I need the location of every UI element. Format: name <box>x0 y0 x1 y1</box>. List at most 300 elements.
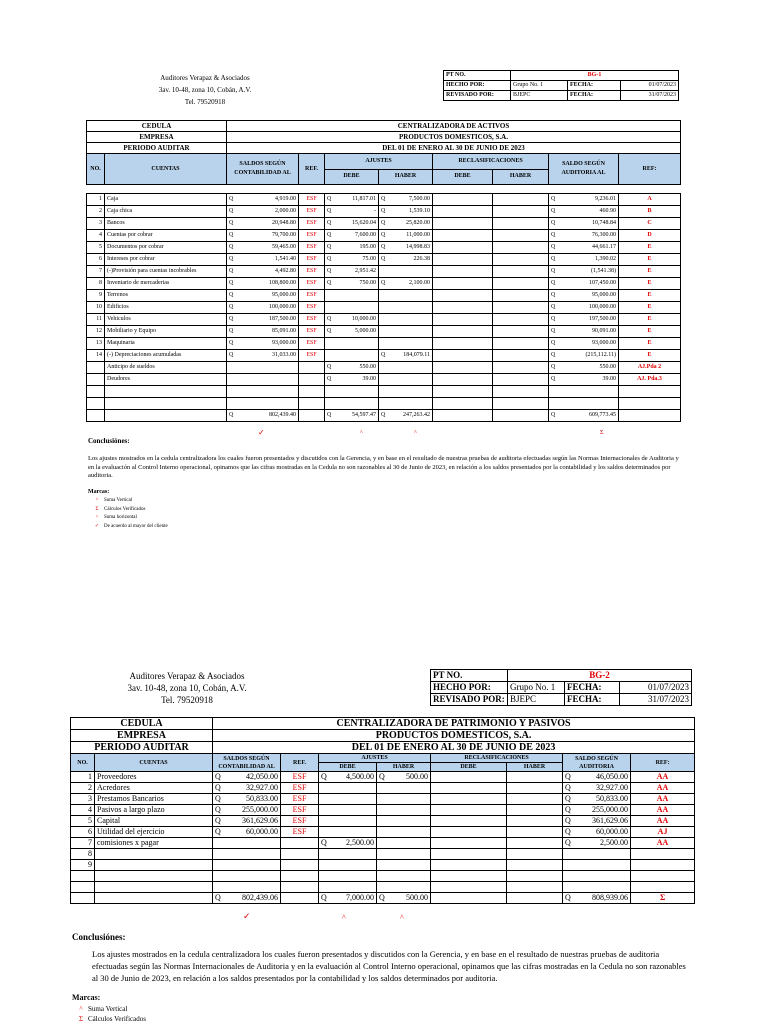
row-cuenta: Bancos <box>105 218 227 230</box>
row-saldo <box>227 362 299 374</box>
empresa-label: EMPRESA <box>87 132 227 143</box>
conclusions-text: Los ajustes mostrados en la cedula centralizadora los cuales fueron presentados y discutidos con la Gerencia, y en base en el resultado de nuestras pruebas de auditoria efectuadas según las Normas Internacionales de Auditoria y en la evaluación al Control Interno operacional, opinamos que las cifras mostradas en la Cedula no son razonables al 30 de Junio de 2023, en relación a los saldos presentados por la contabilidad y los saldos determinados por auditoria. <box>92 949 686 983</box>
total-haber: 500.00 <box>406 893 429 902</box>
row-no: 1 <box>71 772 95 783</box>
row-no: 2 <box>87 206 105 218</box>
row-ref2: C <box>619 218 681 230</box>
row-no: 13 <box>87 338 105 350</box>
marca-item <box>74 1004 146 1014</box>
row-ref2: AA <box>631 783 695 794</box>
row-audit: Q 100,000.00 <box>549 302 619 314</box>
row-ref2 <box>631 860 695 871</box>
pt-box-1 <box>443 70 679 101</box>
col-ref2: REF: <box>631 754 695 772</box>
total-saldo: 802,439.40 <box>269 412 296 418</box>
col-saldos: SALDOS SEGÚN CONTABILIDAD AL <box>227 154 299 185</box>
totals-row: Q 802,439.40 Q 54,597.47 Q 247,263.42 Q 609,773.45 <box>87 410 681 422</box>
row-ref2: AA <box>631 805 695 816</box>
row-ref2: AA <box>631 816 695 827</box>
row-reclas-debe <box>433 326 493 338</box>
col-auditoria: SALDO SEGÚN AUDITORIA AL <box>549 154 619 185</box>
row-cuenta: comisiones x pagar <box>95 838 213 849</box>
marca-label: De acuerdo al mayor del cliente <box>104 523 168 529</box>
row-reclas-haber <box>493 314 549 326</box>
table-row <box>71 794 695 805</box>
caret-mark: ^ <box>360 430 363 436</box>
row-ref2: E <box>619 278 681 290</box>
col-no: NO. <box>87 154 105 185</box>
marca-symbol: ^ <box>79 1005 83 1013</box>
marca-item <box>90 506 168 515</box>
row-saldo <box>213 838 281 849</box>
row-audit <box>563 860 631 871</box>
row-reclas-debe <box>433 254 493 266</box>
row-debe: Q 550.00 <box>325 362 379 374</box>
row-debe: Q 750.00 <box>325 278 379 290</box>
col-saldos: SALDOS SEGÚN CONTABILIDAD AL <box>213 754 281 772</box>
row-haber <box>379 326 433 338</box>
row-no: 10 <box>87 302 105 314</box>
row-audit: Q 550.00 <box>549 362 619 374</box>
row-debe <box>319 860 377 871</box>
totals-row: Q 802,439.06 Q 7,000.00 Q 500.00 Q 808,939.06 Σ <box>71 893 695 904</box>
col-ref: REF. <box>281 754 319 772</box>
hecho-label: HECHO POR: <box>444 81 511 91</box>
row-reclas-haber <box>493 362 549 374</box>
row-ref2: E <box>619 302 681 314</box>
marcas-title: Marcas: <box>88 489 110 495</box>
table-row <box>87 314 681 326</box>
row-no: 8 <box>87 278 105 290</box>
row-debe <box>325 338 379 350</box>
row-debe <box>319 816 377 827</box>
row-saldo: Q 187,500.00 <box>227 314 299 326</box>
row-reclas-debe <box>431 772 507 783</box>
row-audit: Q 95,000.00 <box>549 290 619 302</box>
row-no: 4 <box>87 230 105 242</box>
table-row <box>71 827 695 838</box>
row-cuenta: Mobiliario y Equipo <box>105 326 227 338</box>
row-ref: ESF <box>299 302 325 314</box>
row-debe: Q 39.00 <box>325 374 379 386</box>
col-haber: HABER <box>507 763 563 772</box>
fecha-value: 01/07/2023 <box>621 81 679 91</box>
total-audit: 609,773.45 <box>589 412 616 418</box>
table-row <box>87 206 681 218</box>
row-ref <box>299 362 325 374</box>
row-audit: Q 10,748.84 <box>549 218 619 230</box>
row-reclas-debe <box>431 816 507 827</box>
table-row <box>87 254 681 266</box>
row-ref: ESF <box>299 230 325 242</box>
firm-header-2 <box>112 670 262 706</box>
row-haber <box>377 783 431 794</box>
table-row <box>87 230 681 242</box>
table-row <box>87 194 681 206</box>
marca-item <box>90 523 168 532</box>
row-no: 9 <box>71 860 95 871</box>
row-reclas-haber <box>507 772 563 783</box>
row-saldo: Q 1,541.40 <box>227 254 299 266</box>
sheet-title: CENTRALIZADORA DE ACTIVOS <box>227 121 681 132</box>
empresa-label: EMPRESA <box>71 730 213 742</box>
total-saldo: 802,439.06 <box>242 893 279 902</box>
row-reclas-debe <box>433 374 493 386</box>
row-ref: ESF <box>299 266 325 278</box>
table-row <box>87 374 681 386</box>
row-cuenta: Capital <box>95 816 213 827</box>
col-auditoria: SALDO SEGÚN AUDITORIA <box>563 754 631 772</box>
row-haber: Q 1,539.10 <box>379 206 433 218</box>
row-reclas-debe <box>433 290 493 302</box>
marca-symbol: Σ <box>95 506 99 512</box>
row-audit: Q 50,833.00 <box>563 794 631 805</box>
row-cuenta: Maquinaria <box>105 338 227 350</box>
row-reclas-debe <box>433 302 493 314</box>
col-haber: HABER <box>379 169 433 185</box>
row-ref <box>281 838 319 849</box>
row-audit: Q 2,500.00 <box>563 838 631 849</box>
conclusions-title: Conclusiónes: <box>88 437 130 445</box>
row-reclas-haber <box>493 338 549 350</box>
row-reclas-haber <box>507 860 563 871</box>
row-debe <box>319 794 377 805</box>
row-debe <box>319 805 377 816</box>
row-reclas-debe <box>433 314 493 326</box>
row-cuenta: Anticipo de sueldos <box>105 362 227 374</box>
row-ref: ESF <box>281 827 319 838</box>
col-cuentas: CUENTAS <box>105 154 227 185</box>
company-name: PRODUCTOS DOMESTICOS, S.A. <box>227 132 681 143</box>
row-reclas-haber <box>493 206 549 218</box>
row-saldo: Q 20,948.80 <box>227 218 299 230</box>
row-no: 6 <box>71 827 95 838</box>
row-ref: ESF <box>299 350 325 362</box>
fecha-label: FECHA: <box>565 694 620 706</box>
table-row <box>87 302 681 314</box>
row-saldo: Q 60,000.00 <box>213 827 281 838</box>
row-ref2: B <box>619 206 681 218</box>
cedula-label: CEDULA <box>71 718 213 730</box>
row-saldo: Q 31,033.00 <box>227 350 299 362</box>
col-no: NO. <box>71 754 95 772</box>
marca-symbol: ✓ <box>94 523 100 529</box>
row-ref: ESF <box>281 805 319 816</box>
row-cuenta: (-)Provisión para cuentas incobrables <box>105 266 227 278</box>
col-ajustes: AJUSTES <box>325 154 433 170</box>
row-ref2: E <box>619 242 681 254</box>
row-reclas-haber <box>493 278 549 290</box>
row-haber <box>377 794 431 805</box>
row-saldo: Q 4,919.00 <box>227 194 299 206</box>
row-ref2: D <box>619 230 681 242</box>
row-haber <box>377 827 431 838</box>
row-debe: Q 2,500.00 <box>319 838 377 849</box>
marcas-title: Marcas: <box>72 993 101 1002</box>
hecho-label: HECHO POR: <box>431 682 508 694</box>
row-saldo: Q 100,000.00 <box>227 302 299 314</box>
pt-label: PT NO. <box>431 670 508 682</box>
row-no: 7 <box>71 838 95 849</box>
row-reclas-haber <box>493 350 549 362</box>
row-cuenta <box>95 849 213 860</box>
pt-box-2 <box>430 669 692 706</box>
row-ref2 <box>631 849 695 860</box>
row-no: 5 <box>71 816 95 827</box>
row-no: 7 <box>87 266 105 278</box>
row-reclas-debe <box>431 783 507 794</box>
row-ref2: E <box>619 266 681 278</box>
sigma-mark: Σ <box>600 430 604 436</box>
table-row <box>87 290 681 302</box>
col-reclas: RECLASIFICACIONES <box>433 154 549 170</box>
row-ref2: E <box>619 326 681 338</box>
row-cuenta: Proveedores <box>95 772 213 783</box>
row-audit: Q 255,000.00 <box>563 805 631 816</box>
row-ref <box>281 849 319 860</box>
revisado-value: BJEPC <box>511 91 568 101</box>
table-row <box>87 362 681 374</box>
row-reclas-haber <box>507 849 563 860</box>
company-name: PRODUCTOS DOMESTICOS, S.A. <box>213 730 695 742</box>
firm-address: 3av. 10-48, zona 10, Cobán, A.V. <box>127 683 247 693</box>
marca-label: Suma Vertical <box>104 498 133 503</box>
col-debe: DEBE <box>431 763 507 772</box>
row-debe: Q 75.00 <box>325 254 379 266</box>
caret-mark: ^ <box>342 913 346 922</box>
row-ref2: AA <box>631 838 695 849</box>
revisado-label: REVISADO POR: <box>431 694 508 706</box>
row-reclas-debe <box>433 218 493 230</box>
table-row <box>71 860 695 871</box>
row-no: 8 <box>71 849 95 860</box>
row-reclas-debe <box>433 242 493 254</box>
row-debe: Q 10,000.00 <box>325 314 379 326</box>
marca-item <box>90 497 168 506</box>
conclusions-text: Los ajustes mostrados en la cedula centralizadora los cuales fueron presentados y discutidos con la Gerencia, y en base en el resultado de nuestras pruebas de auditoria efectuadas según las Normas Internacionales de Auditoria y en la evaluación al Control Interno operacional, opinamos que las cifras mostradas en la Cedula no son razonables al 30 de Junio de 2023, en relación a los saldos presentados por la contabilidad y los saldos determinados por auditoria. <box>88 455 679 479</box>
marca-label: Cálculos Verificados <box>104 506 146 512</box>
row-audit: Q 460.90 <box>549 206 619 218</box>
col-ref: REF. <box>299 154 325 185</box>
row-ref2: AJ <box>631 827 695 838</box>
col-ref2: REF: <box>619 154 681 185</box>
row-ref: ESF <box>281 783 319 794</box>
row-audit: Q 197,500.00 <box>549 314 619 326</box>
row-reclas-haber <box>507 783 563 794</box>
row-no <box>87 362 105 374</box>
periodo-label: PERIODO AUDITAR <box>71 742 213 754</box>
row-reclas-haber <box>507 794 563 805</box>
row-cuenta: Acredores <box>95 783 213 794</box>
row-debe: Q 195.00 <box>325 242 379 254</box>
row-haber: Q 2,100.00 <box>379 278 433 290</box>
col-haber: HABER <box>493 169 549 185</box>
marca-symbol: > <box>95 515 99 520</box>
row-cuenta: Vehiculos <box>105 314 227 326</box>
row-reclas-haber <box>507 816 563 827</box>
row-audit: Q (1,541.38) <box>549 266 619 278</box>
fecha-value: 31/07/2023 <box>620 694 692 706</box>
total-debe: 7,000.00 <box>346 893 375 902</box>
row-no <box>87 374 105 386</box>
row-audit: Q 107,450.00 <box>549 278 619 290</box>
row-ref: ESF <box>299 194 325 206</box>
marca-item <box>74 1014 146 1024</box>
row-no: 11 <box>87 314 105 326</box>
row-saldo: Q 59,465.00 <box>227 242 299 254</box>
revisado-label: REVISADO POR: <box>444 91 511 101</box>
row-haber <box>377 816 431 827</box>
row-saldo: Q 79,700.00 <box>227 230 299 242</box>
table-row <box>87 350 681 362</box>
row-reclas-debe <box>431 838 507 849</box>
marca-label: Suma horizontal <box>104 515 137 520</box>
table-row <box>71 805 695 816</box>
row-cuenta: (-) Depreciaciones acumuladas <box>105 350 227 362</box>
marca-symbol: ^ <box>95 498 99 503</box>
periodo-label: PERIODO AUDITAR <box>87 143 227 154</box>
row-ref: ESF <box>299 254 325 266</box>
hecho-value: Grupo No. 1 <box>511 81 568 91</box>
firm-header-1 <box>150 72 260 108</box>
row-haber: Q 25,820.00 <box>379 218 433 230</box>
row-haber: Q 226.38 <box>379 254 433 266</box>
row-cuenta: Cuentas por cobrar <box>105 230 227 242</box>
row-ref: ESF <box>299 314 325 326</box>
row-ref: ESF <box>281 794 319 805</box>
tick-mark: ✓ <box>243 911 251 921</box>
col-debe: DEBE <box>433 169 493 185</box>
fecha-value: 31/07/2023 <box>621 91 679 101</box>
row-haber: Q 7,500.00 <box>379 194 433 206</box>
row-haber: Q 11,000.00 <box>379 230 433 242</box>
row-reclas-debe <box>433 338 493 350</box>
row-ref <box>281 860 319 871</box>
total-ref2: Σ <box>631 893 695 904</box>
table-row <box>87 266 681 278</box>
row-ref2: AA <box>631 794 695 805</box>
row-no: 3 <box>87 218 105 230</box>
table-row <box>71 816 695 827</box>
cedula-table-2 <box>70 717 695 904</box>
row-reclas-debe <box>433 350 493 362</box>
row-reclas-haber <box>493 326 549 338</box>
row-haber: Q 14,998.83 <box>379 242 433 254</box>
row-ref: ESF <box>299 242 325 254</box>
row-ref: ESF <box>299 338 325 350</box>
row-ref2: A <box>619 194 681 206</box>
row-ref: ESF <box>299 278 325 290</box>
row-haber <box>377 838 431 849</box>
row-saldo: Q 2,000.00 <box>227 206 299 218</box>
row-reclas-haber <box>493 194 549 206</box>
row-cuenta: Documentos por cobrar <box>105 242 227 254</box>
row-no: 14 <box>87 350 105 362</box>
row-reclas-haber <box>507 805 563 816</box>
row-ref: ESF <box>299 326 325 338</box>
row-reclas-debe <box>433 278 493 290</box>
row-debe <box>325 290 379 302</box>
table-row <box>87 326 681 338</box>
row-reclas-haber <box>493 290 549 302</box>
row-debe <box>319 849 377 860</box>
row-no: 1 <box>87 194 105 206</box>
row-reclas-debe <box>431 805 507 816</box>
row-haber <box>379 290 433 302</box>
row-reclas-debe <box>431 849 507 860</box>
firm-phone: Tel. 79520918 <box>161 695 213 705</box>
row-audit: Q 39.00 <box>549 374 619 386</box>
marca-label: Cálculos Verificados <box>88 1015 146 1023</box>
row-ref: ESF <box>299 218 325 230</box>
row-reclas-haber <box>493 302 549 314</box>
caret-mark: ^ <box>400 913 404 922</box>
row-haber <box>377 805 431 816</box>
row-haber <box>379 314 433 326</box>
row-reclas-debe <box>431 860 507 871</box>
row-no: 2 <box>71 783 95 794</box>
table-row <box>71 849 695 860</box>
row-cuenta: Deudores <box>105 374 227 386</box>
row-ref2: AJ.Pda 2 <box>619 362 681 374</box>
row-ref: ESF <box>281 772 319 783</box>
row-saldo: Q 42,050.00 <box>213 772 281 783</box>
row-ref: ESF <box>281 816 319 827</box>
row-audit: Q 46,050.00 <box>563 772 631 783</box>
fecha-label: FECHA: <box>568 91 621 101</box>
row-haber <box>377 849 431 860</box>
row-audit: Q 90,091.00 <box>549 326 619 338</box>
table-row <box>71 783 695 794</box>
row-cuenta: Inventario de mercaderias <box>105 278 227 290</box>
row-ref2: AA <box>631 772 695 783</box>
row-saldo <box>227 374 299 386</box>
marca-item <box>90 514 168 523</box>
row-no: 3 <box>71 794 95 805</box>
row-debe <box>325 350 379 362</box>
pt-number: BG-2 <box>508 670 692 682</box>
row-debe: Q 15,620.04 <box>325 218 379 230</box>
row-haber <box>377 860 431 871</box>
row-haber <box>379 266 433 278</box>
revisado-value: BJEPC <box>508 694 565 706</box>
row-cuenta: Edificios <box>105 302 227 314</box>
marca-symbol: Σ <box>78 1015 84 1023</box>
caret-mark: ^ <box>414 430 417 436</box>
pt-number: BG-1 <box>511 71 679 81</box>
row-saldo: Q 361,629.06 <box>213 816 281 827</box>
table-row <box>71 772 695 783</box>
table-row <box>87 242 681 254</box>
col-debe: DEBE <box>319 763 377 772</box>
row-ref: ESF <box>299 290 325 302</box>
row-ref <box>299 374 325 386</box>
row-debe <box>319 827 377 838</box>
row-ref2: E <box>619 314 681 326</box>
row-cuenta: Intereses por cobrar <box>105 254 227 266</box>
row-haber <box>379 338 433 350</box>
row-cuenta: Caja <box>105 194 227 206</box>
row-audit: Q 93,000.00 <box>549 338 619 350</box>
row-no: 12 <box>87 326 105 338</box>
row-cuenta <box>95 860 213 871</box>
fecha-label: FECHA: <box>568 81 621 91</box>
row-saldo: Q 50,833.00 <box>213 794 281 805</box>
row-reclas-debe <box>433 206 493 218</box>
row-reclas-debe <box>433 266 493 278</box>
row-reclas-haber <box>507 827 563 838</box>
firm-address: 3av. 10-48, zona 10, Cobán, A.V. <box>158 86 252 94</box>
